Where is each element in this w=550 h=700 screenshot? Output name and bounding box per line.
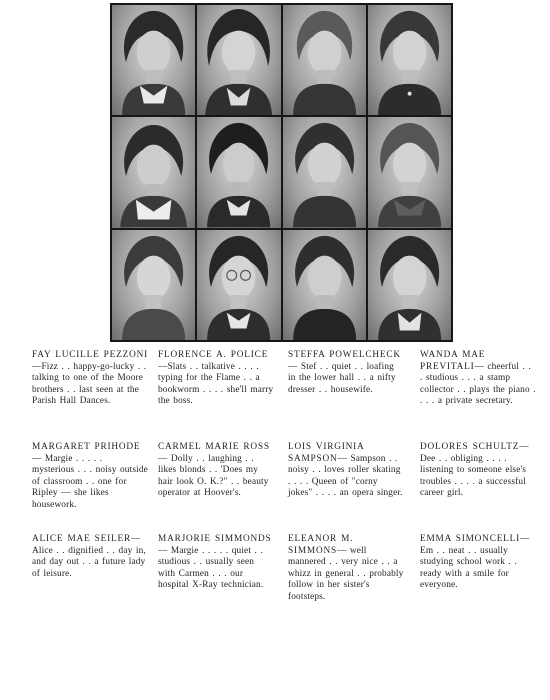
student-name: CARMEL MARIE ROSS (158, 442, 270, 452)
portrait-photo (368, 117, 451, 227)
bio-text: — well mannered . . very nice . . a whizz in general . . probably follow in her sister's footsteps. (288, 545, 404, 602)
bio-entry (288, 534, 404, 604)
portrait-photo (112, 230, 195, 340)
bio-entry (420, 534, 536, 592)
bio-text: —Alice . . dignified . . day in, and day out . . a future lady of leisure. (32, 534, 146, 579)
bio-text: —Fizz . . happy-go-lucky . . talking to one of the Moore brothers . . last seen at the Parish Hall Dances. (32, 361, 147, 407)
portrait-photo (112, 5, 195, 115)
student-name: WANDA MAE PREVITALI (420, 350, 486, 372)
portrait-photo (368, 5, 451, 115)
bio-grid (32, 350, 544, 690)
bio-entry (420, 350, 536, 408)
bio-entry (288, 350, 404, 396)
bio-entry (420, 442, 536, 500)
portrait-photo (197, 230, 280, 340)
bio-entry (32, 350, 148, 408)
portrait-photo (197, 117, 280, 227)
portrait-photo (368, 230, 451, 340)
portrait-photo (283, 117, 366, 227)
bio-text: — Margie . . . . . mysterious . . . noisy outside of classroom . . one for Ripley — she likes housework. (32, 453, 148, 510)
student-name: MARJORIE SIMMONDS (158, 534, 272, 544)
portrait-photo (112, 117, 195, 227)
portrait-grid (110, 3, 453, 342)
student-name: ELEANOR M. SIMMONS (288, 534, 354, 556)
bio-text: — Stef . . quiet . . loafing in the lower hall . . a nifty dresser . . housewife. (288, 361, 396, 395)
bio-entry (32, 534, 148, 580)
bio-text: — Margie . . . . . quiet . . studious . . usually seen with Carmen . . . our hospital X-Ray technician. (158, 545, 264, 591)
bio-text: — cheerful . . . studious . . . a stamp collector . . plays the piano . . . . a private secretary. (420, 361, 536, 407)
student-name: DOLORES SCHULTZ (420, 442, 520, 452)
bio-text: —Em . . neat . . usually studying school work . . ready with a smile for everyone. (420, 534, 530, 591)
student-name: STEFFA POWELCHECK (288, 350, 401, 360)
portrait-photo (283, 230, 366, 340)
portrait-photo (197, 5, 280, 115)
bio-text: — Dolly . . laughing . . likes blonds . . 'Does my hair look O. K.?" . . beauty operator at Hoover's. (158, 453, 269, 499)
student-name: LOIS VIRGINIA SAMPSON (288, 442, 365, 464)
student-name: MARGARET PRIHODE (32, 442, 141, 452)
bio-entry (32, 442, 148, 512)
student-name: FLORENCE A. POLICE (158, 350, 269, 360)
portrait-photo (283, 5, 366, 115)
bio-text: —Slats . . talkative . . . . typing for the Flame . . a bookworm . . . . she'll marry the boss. (158, 361, 274, 407)
bio-entry (158, 350, 274, 408)
student-name: ALICE MAE SEILER (32, 534, 131, 544)
student-name: FAY LUCILLE PEZZONI (32, 350, 149, 360)
bio-entry (158, 534, 274, 592)
bio-entry (158, 442, 274, 500)
bio-text: —Dee . . obliging . . . . listening to someone else's troubles . . . . a successful career girl. (420, 442, 529, 499)
bio-text: — Sampson . . noisy . . loves roller skating . . . . Queen of "corny jokes" . . . . an opera singer. (288, 453, 403, 499)
bio-entry (288, 442, 404, 500)
student-name: EMMA SIMONCELLI (420, 534, 521, 544)
